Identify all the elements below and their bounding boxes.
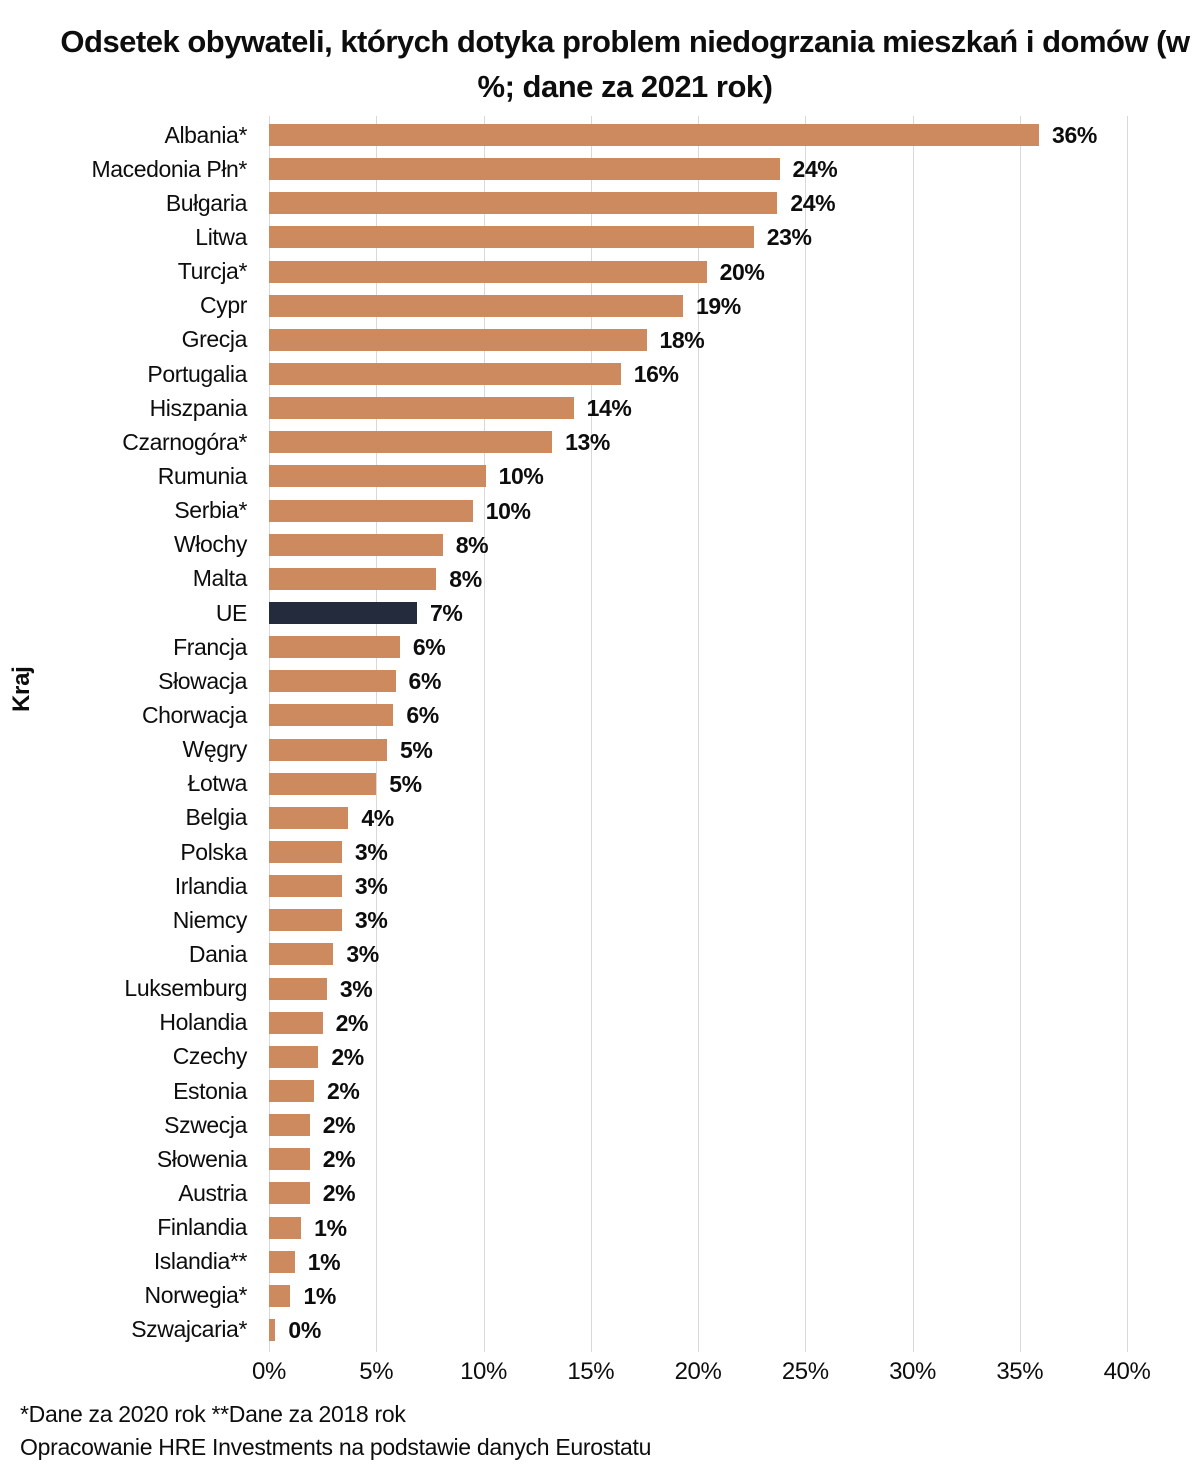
bar-zone xyxy=(269,292,1127,319)
x-tick-label: 30% xyxy=(889,1358,936,1385)
table-row xyxy=(0,425,1200,459)
bar-zone xyxy=(269,565,1127,592)
bar-zone xyxy=(269,770,1127,797)
value-label: 2% xyxy=(322,1180,356,1207)
category-label: Malta xyxy=(192,565,247,592)
bar xyxy=(269,1012,323,1034)
bar-zone xyxy=(269,224,1127,251)
category-label: Belgia xyxy=(185,804,247,831)
table-row xyxy=(0,733,1200,767)
table-row xyxy=(0,869,1200,903)
value-label: 7% xyxy=(430,600,463,627)
x-tick-label: 20% xyxy=(674,1358,722,1385)
value-label: 3% xyxy=(354,907,388,934)
bar-zone xyxy=(269,1009,1127,1036)
table-row xyxy=(0,220,1200,254)
bar-zone xyxy=(269,1282,1127,1309)
value-label: 6% xyxy=(408,668,441,695)
table-row xyxy=(0,1108,1200,1142)
category-label: Słowenia xyxy=(156,1145,247,1172)
value-label: 10% xyxy=(498,463,544,490)
x-tick-label: 40% xyxy=(1103,1358,1151,1385)
table-row xyxy=(0,494,1200,528)
category-label: Rumunia xyxy=(157,462,247,489)
bar-zone xyxy=(269,1214,1127,1241)
value-label: 1% xyxy=(307,1248,341,1275)
y-axis-title: Kraj xyxy=(8,666,35,712)
category-label: Luksemburg xyxy=(124,975,247,1002)
value-label: 18% xyxy=(659,326,705,353)
x-tick-label: 10% xyxy=(460,1358,507,1385)
bar-zone xyxy=(269,1043,1127,1070)
bar xyxy=(269,704,393,726)
bar-highlight xyxy=(269,602,417,624)
table-row xyxy=(0,698,1200,732)
table-row xyxy=(0,152,1200,186)
bar xyxy=(269,875,342,897)
bar-zone xyxy=(269,668,1127,695)
value-label: 3% xyxy=(339,975,373,1002)
bar-zone xyxy=(269,1080,1127,1102)
bar xyxy=(269,1285,290,1307)
bar-zone xyxy=(269,326,1127,353)
bar-zone xyxy=(269,361,1127,388)
bar-zone xyxy=(269,736,1127,763)
table-row xyxy=(0,1074,1200,1108)
value-label: 10% xyxy=(485,497,531,524)
value-label: 23% xyxy=(766,224,812,251)
value-label: 24% xyxy=(790,190,836,217)
table-row xyxy=(0,767,1200,801)
bar-zone xyxy=(269,702,1127,729)
bar-zone xyxy=(269,1112,1127,1139)
table-row xyxy=(0,118,1200,152)
bar-zone xyxy=(269,941,1127,968)
category-label: Albania* xyxy=(164,121,247,148)
category-label: Holandia xyxy=(159,1009,247,1036)
bar-zone xyxy=(269,600,1127,627)
plot-area xyxy=(0,116,1200,1348)
bar-zone xyxy=(269,258,1127,285)
category-label: Chorwacja xyxy=(141,701,247,728)
table-row xyxy=(0,1006,1200,1040)
bar xyxy=(269,261,707,283)
value-label: 16% xyxy=(633,361,679,388)
bar xyxy=(269,226,754,248)
bar xyxy=(269,1182,310,1204)
category-label: Bułgaria xyxy=(165,189,247,216)
category-label: Czechy xyxy=(172,1043,247,1070)
category-label: Portugalia xyxy=(147,360,247,387)
category-label: Grecja xyxy=(181,326,247,353)
bar-zone xyxy=(269,1146,1127,1173)
bar-zone xyxy=(269,190,1127,217)
table-row xyxy=(0,903,1200,937)
table-row xyxy=(0,1176,1200,1210)
category-label: Austria xyxy=(178,1179,247,1206)
footnote-source: Opracowanie HRE Investments na podstawie danych Eurostatu xyxy=(20,1433,652,1460)
bar-zone xyxy=(269,531,1127,558)
table-row xyxy=(0,664,1200,698)
value-label: 1% xyxy=(303,1282,336,1309)
table-row xyxy=(0,801,1200,835)
bar xyxy=(269,329,647,351)
bar-zone xyxy=(269,395,1127,422)
bar xyxy=(269,295,683,317)
bar xyxy=(269,1148,310,1170)
table-row xyxy=(0,562,1200,596)
bar xyxy=(269,943,333,965)
table-row xyxy=(0,289,1200,323)
table-row xyxy=(0,323,1200,357)
category-label: UE xyxy=(215,599,247,626)
bar xyxy=(269,568,436,590)
chart-title: Odsetek obywateli, których dotyka problem niedogrzania mieszkań i domów (w %; dane za 2021 rok) xyxy=(60,24,1190,104)
table-row xyxy=(0,1313,1200,1347)
category-label: Niemcy xyxy=(172,906,247,933)
value-label: 2% xyxy=(322,1146,356,1173)
bar-zone xyxy=(269,156,1127,183)
bar xyxy=(269,158,780,180)
bar-zone xyxy=(269,1316,1127,1343)
footnotes xyxy=(20,1398,651,1463)
category-label: Hiszpania xyxy=(149,394,247,421)
category-label: Norwegia* xyxy=(144,1282,247,1309)
value-label: 2% xyxy=(327,1078,360,1104)
table-row xyxy=(0,1211,1200,1245)
bar xyxy=(269,807,348,829)
bar xyxy=(269,909,342,931)
bar xyxy=(269,1046,318,1068)
category-label: Węgry xyxy=(182,736,247,763)
bar xyxy=(269,636,400,658)
value-label: 8% xyxy=(449,565,482,592)
bar xyxy=(269,773,376,795)
table-row xyxy=(0,1142,1200,1176)
bar xyxy=(269,124,1039,146)
table-row xyxy=(0,186,1200,220)
category-label: Łotwa xyxy=(187,770,247,797)
category-label: Francja xyxy=(173,633,247,660)
category-label: Szwajcaria* xyxy=(131,1316,247,1343)
bar xyxy=(269,1217,301,1239)
value-label: 3% xyxy=(346,941,379,968)
table-row xyxy=(0,972,1200,1006)
table-row xyxy=(0,528,1200,562)
table-row xyxy=(0,1279,1200,1313)
bar-zone xyxy=(269,463,1127,490)
category-label: Cypr xyxy=(200,292,247,319)
category-label: Słowacja xyxy=(158,667,247,694)
x-tick-label: 25% xyxy=(781,1358,829,1385)
value-label: 24% xyxy=(792,156,838,183)
category-label: Litwa xyxy=(195,223,247,250)
category-label: Finlandia xyxy=(157,1214,247,1241)
footnote-data-years: *Dane za 2020 rok **Dane za 2018 rok xyxy=(20,1401,406,1427)
table-row xyxy=(0,630,1200,664)
bar xyxy=(269,397,574,419)
value-label: 20% xyxy=(719,258,765,285)
value-label: 6% xyxy=(412,634,446,661)
bar xyxy=(269,192,777,214)
category-label: Szwecja xyxy=(164,1111,247,1138)
value-label: 1% xyxy=(314,1214,347,1241)
value-label: 3% xyxy=(354,873,388,900)
value-label: 5% xyxy=(399,736,433,763)
category-label: Estonia xyxy=(173,1077,247,1104)
bar-zone xyxy=(269,1180,1127,1207)
bar xyxy=(269,1319,275,1341)
bar xyxy=(269,739,387,761)
table-row xyxy=(0,835,1200,869)
bar xyxy=(269,465,486,487)
category-label: Dania xyxy=(188,940,247,967)
table-row xyxy=(0,1245,1200,1279)
bar xyxy=(269,1114,310,1136)
value-label: 36% xyxy=(1052,122,1097,149)
bar-zone xyxy=(269,634,1127,661)
bar-zone xyxy=(269,429,1127,456)
category-label: Czarnogóra* xyxy=(122,428,247,455)
bar xyxy=(269,670,396,692)
table-row xyxy=(0,1040,1200,1074)
value-label: 14% xyxy=(586,395,632,422)
bar-zone xyxy=(269,122,1127,149)
table-row xyxy=(0,255,1200,289)
x-tick-label: 5% xyxy=(359,1358,394,1385)
bar xyxy=(269,1080,314,1102)
x-tick-label: 15% xyxy=(567,1358,615,1385)
category-label: Polska xyxy=(180,838,247,865)
bar-rows xyxy=(0,118,1200,1347)
bar xyxy=(269,841,342,863)
x-axis xyxy=(252,1358,1151,1392)
value-label: 13% xyxy=(565,429,610,456)
value-label: 6% xyxy=(406,702,439,729)
table-row xyxy=(0,596,1200,630)
table-row xyxy=(0,459,1200,493)
value-label: 2% xyxy=(335,1009,369,1036)
bar xyxy=(269,363,621,385)
table-row xyxy=(0,937,1200,971)
category-label: Irlandia xyxy=(174,872,247,899)
category-label: Serbia* xyxy=(174,497,247,524)
value-label: 2% xyxy=(322,1112,356,1139)
x-tick-label: 0% xyxy=(252,1358,286,1385)
category-label: Macedonia Płn* xyxy=(91,155,247,182)
category-label: Islandia** xyxy=(153,1248,247,1275)
value-label: 2% xyxy=(331,1043,364,1070)
bar-zone xyxy=(269,497,1127,524)
bar-zone xyxy=(269,975,1127,1002)
value-label: 19% xyxy=(695,292,741,319)
category-label: Włochy xyxy=(173,531,247,558)
table-row xyxy=(0,391,1200,425)
value-label: 8% xyxy=(455,531,489,558)
value-label: 0% xyxy=(288,1316,321,1343)
bar xyxy=(269,500,473,522)
x-tick-label: 35% xyxy=(996,1358,1044,1385)
table-row xyxy=(0,357,1200,391)
bar-zone xyxy=(269,804,1127,831)
bar xyxy=(269,534,443,556)
category-label: Turcja* xyxy=(177,258,247,285)
bar-zone xyxy=(269,873,1127,900)
bar xyxy=(269,1251,295,1273)
bar-zone xyxy=(269,839,1127,866)
bar xyxy=(269,431,552,453)
bar xyxy=(269,978,327,1000)
value-label: 5% xyxy=(389,770,422,797)
bar-zone xyxy=(269,1248,1127,1275)
bar-zone xyxy=(269,907,1127,934)
value-label: 3% xyxy=(354,839,388,866)
value-label: 4% xyxy=(361,804,394,831)
